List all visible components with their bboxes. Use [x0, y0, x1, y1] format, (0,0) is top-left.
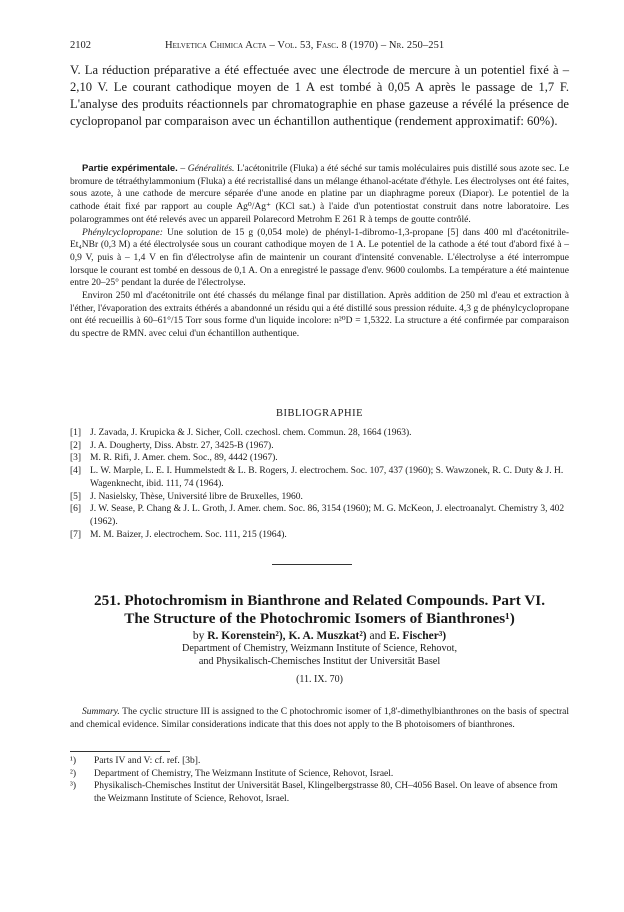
experimental-subheading-phenylcyclopropane: Phénylcyclopropane:: [82, 227, 163, 238]
footnote-text: Physikalisch-Chemisches Institut der Universität Basel, Klingelbergstrasse 80, CH–4056 Basel. On leave of absence from the Weizmann Institute of Science, Rehovot, Israel.: [94, 781, 558, 805]
article-title-line-2: The Structure of the Photochromic Isomers of Bianthrones¹): [124, 610, 515, 627]
experimental-heading: Partie expérimentale.: [82, 163, 178, 174]
experimental-paragraph-1: [70, 163, 569, 227]
authors-and: and: [369, 630, 387, 642]
affiliation-line-1: Department of Chemistry, Weizmann Institute of Science, Rehovot,: [181, 643, 458, 654]
running-header: [70, 40, 569, 54]
reference-item: [70, 491, 569, 504]
footnotes: [70, 755, 569, 806]
section-divider: [272, 564, 352, 565]
footnote-item: [70, 755, 569, 768]
author-fischer: E. Fischer³): [389, 630, 447, 642]
summary-paragraph: [70, 706, 569, 731]
reference-text: M. M. Baizer, J. electrochem. Soc. 111, 215 (1964).: [90, 529, 287, 540]
received-date: (11. IX. 70): [296, 674, 343, 685]
reference-number: [4]: [70, 466, 82, 477]
reference-number: [1]: [70, 428, 82, 438]
author-muszkat: K. A. Muszkat²): [288, 630, 367, 642]
reference-text: J. A. Dougherty, Diss. Abstr. 27, 3425-B (1967).: [90, 440, 274, 451]
footnote-marker: ³): [70, 781, 77, 792]
reference-number: [7]: [70, 529, 82, 540]
experimental-paragraph-2: [70, 227, 569, 291]
summary-label: Summary.: [82, 707, 120, 717]
intro-section: [70, 62, 569, 130]
reference-item: [70, 440, 569, 453]
reference-text: J. Nasielsky, Thèse, Université libre de Bruxelles, 1960.: [90, 491, 303, 502]
reference-text: J. Zavada, J. Krupicka & J. Sicher, Coll. czechosl. chem. Commun. 28, 1664 (1963).: [90, 428, 412, 438]
reference-text: M. R. Rifi, J. Amer. chem. Soc., 89, 4442 (1967).: [90, 453, 278, 464]
reference-number: [2]: [70, 440, 82, 451]
reference-item: [70, 529, 569, 542]
experimental-text-1: L'acétonitrile (Fluka) a été séché sur tamis moléculaires puis distillé sous azote sec. Le bromure de tétraéthylammonium (Fluka) a été recristallisé dans un mélange éthanol-acétate d'éthyle. Les électrolyses ont été faites, sous azote, à une cathode de mercure séparée d'une anode en platine par un diaphragme poreux (Diapor). Le potentiel de la cathode était fixé par rapport au couple Ag⁰/Ag⁺ (KCl sat.) à l'aide d'un potentiostat construit dans notre laboratoire. Les polarogrammes ont été relevés avec un appareil Polarecord Metrohm E 261 R à temps de goutte contrôlé.: [70, 164, 570, 225]
footnote-marker: ²): [70, 768, 77, 779]
affiliation-line-2: and Physikalisch-Chemisches Institut der Universität Basel: [198, 656, 441, 667]
summary-section: [70, 706, 569, 731]
bibliography-section: [70, 408, 569, 541]
article-title-line-1: 251. Photochromism in Bianthrone and Related Compounds. Part VI.: [93, 592, 546, 609]
reference-item: [70, 452, 569, 465]
experimental-section: [70, 163, 569, 341]
running-head: Helvetica Chimica Acta – Vol. 53, Fasc. 8 (1970) – Nr. 250–251: [165, 40, 445, 51]
experimental-subheading-generalites: – Généralités.: [180, 164, 235, 174]
authors-by: by: [192, 630, 205, 642]
reference-item: [70, 503, 569, 528]
reference-text: L. W. Marple, L. E. I. Hummelstedt & L. B. Rogers, J. electrochem. Soc. 107, 437 (1960); S. Wawzonek, R. C. Duty & J. H. Wagenknecht, ibid. 111, 74 (1964).: [90, 466, 564, 489]
bibliography-title: BIBLIOGRAPHIE: [276, 408, 363, 419]
footnote-text: Department of Chemistry, The Weizmann Institute of Science, Rehovot, Israel.: [94, 768, 394, 779]
experimental-paragraph-3: Environ 250 ml d'acétonitrile ont été chassés du mélange final par distillation. Après addition de 250 ml d'eau et extraction à l'éther, l'évaporation des extraits éthérés a abandonné un résidu qui a été distillé sous pression réduite. 4,3 g de phénylcyclopropane ont été recueillis à 60–61°/15 Torr sous forme d'un liquide incolore: n²⁰D = 1,5322. La structure a été confirmée par comparaison du spectre de RMN. avec celui d'un échantillon authentique.: [70, 291, 569, 340]
author-korenstein: R. Korenstein²),: [207, 630, 286, 642]
reference-number: [3]: [70, 453, 82, 464]
reference-item: [70, 427, 569, 440]
article-authors: [70, 630, 569, 642]
footnote-marker: ¹): [70, 756, 77, 766]
intro-paragraph: V. La réduction préparative a été effectuée avec une électrode de mercure à un potentiel fixé à – 2,10 V. Le courant cathodique moyen de 1 A est tombé à 0,05 A après le passage de 1,7 F. L'analyse des produits réactionnels par chromatographie en phase gazeuse a révélé la présence de cyclopropanol par comparaison avec un échantillon authentique (rendement approximatif: 60%).: [70, 63, 569, 128]
reference-text: J. W. Sease, P. Chang & J. L. Groth, J. Amer. chem. Soc. 86, 3154 (1960); M. G. McKeon, J. electroanalyt. Chemistry 3, 402 (1962).: [90, 504, 565, 527]
reference-number: [6]: [70, 504, 82, 515]
footnote-item: [70, 768, 569, 781]
summary-text: The cyclic structure III is assigned to the C photochromic isomer of 1,8'-dimethylbianthrones on the basis of spectral and chemical evidence. Similar considerations indicate that this does not apply to the B photoisomers of bianthrones.: [70, 707, 569, 730]
article-header: [70, 592, 569, 685]
footnote-item: [70, 780, 569, 805]
experimental-text-2: Une solution de 15 g (0,054 mole) de phényl-1-dibromo-1,3-propane [5] dans 400 ml d'acétonitrile-Et₄NBr (0,3 M) a été électrolysée sous un courant cathodique moyen de 1 A. Le potentiel de la cathode a été tout d'abord fixé à – 0,9 V, puis à – 1,4 V en fin d'électrolyse afin de maintenir un courant d'intensité convenable. L'électrolyse a été interrompue lorsque le courant est tombé en dessous de 0,1 A. On a enregistré le passage d'env. 9600 coulombs. La température a été maintenue entre 20–25° pendant la durée de l'électrolyse.: [70, 227, 569, 289]
footnote-rule: [70, 751, 170, 752]
reference-item: [70, 465, 569, 490]
footnote-text: Parts IV and V: cf. ref. [3b].: [94, 756, 201, 766]
page-number: 2102: [70, 40, 91, 51]
reference-number: [5]: [70, 491, 82, 502]
